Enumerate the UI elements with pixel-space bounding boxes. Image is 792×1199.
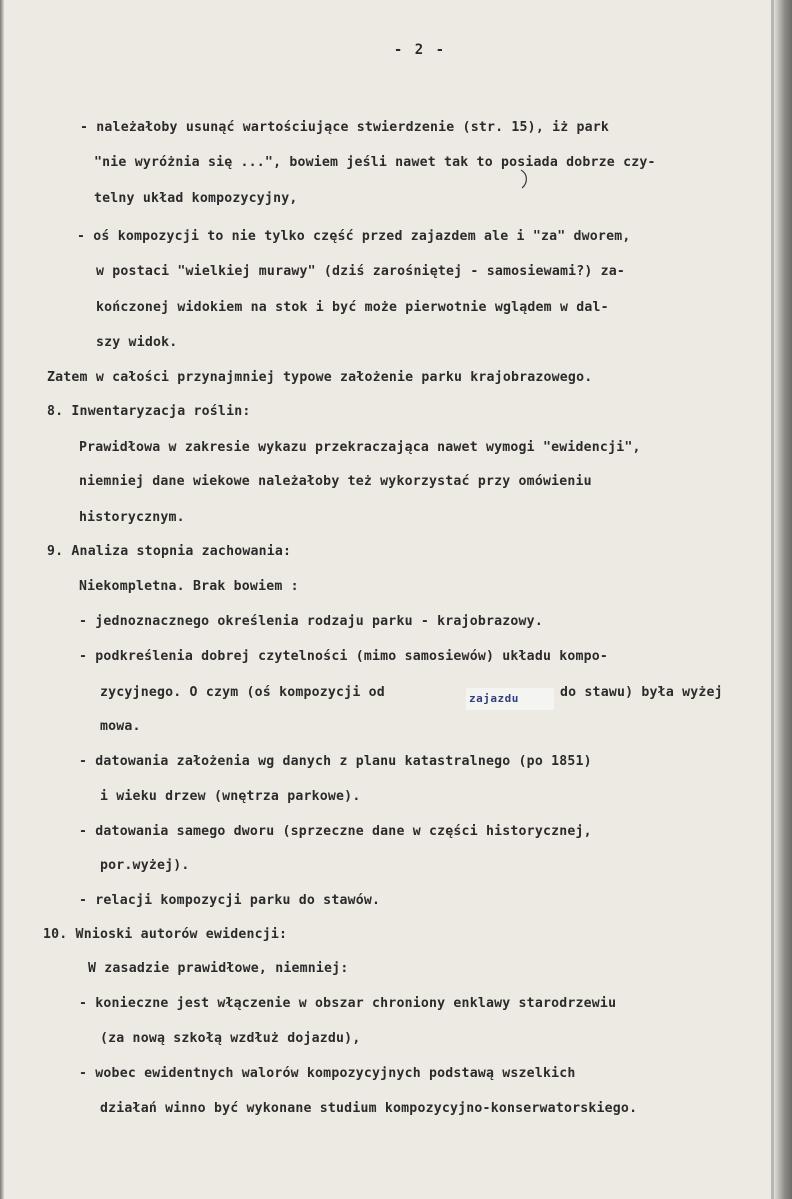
text-line: zycyjnego. O czym (oś kompozycji od <box>100 685 385 700</box>
section-heading: 10. Wnioski autorów ewidencji: <box>43 927 288 942</box>
text-line: Prawidłowa w zakresie wykazu przekraczająca nawet wymogi "ewidencji", <box>79 440 641 455</box>
text-line: kończonej widokiem na stok i być może pierwotnie wglądem w dal- <box>96 300 609 315</box>
page-right-edge <box>774 0 792 1199</box>
handwritten-mark <box>518 168 532 190</box>
page-left-edge <box>0 0 4 1199</box>
text-line: działań winno być wykonane studium kompozycyjno-konserwatorskiego. <box>100 1101 638 1116</box>
text-line: w postaci "wielkiej murawy" (dziś zarośniętej - samosiewami?) za- <box>96 264 626 279</box>
text-line: mowa. <box>100 719 141 734</box>
text-line: (za nową szkołą wzdłuż dojazdu), <box>100 1031 361 1046</box>
text-line: i wieku drzew (wnętrza parkowe). <box>100 789 361 804</box>
text-line: - wobec ewidentnych walorów kompozycyjnych podstawą wszelkich <box>79 1066 576 1081</box>
text-line: historycznym. <box>79 510 185 525</box>
text-line: W zasadzie prawidłowe, niemniej: <box>88 961 349 976</box>
text-line: por.wyżej). <box>100 858 190 873</box>
text-line: - jednoznacznego określenia rodzaju parku - krajobrazowy. <box>79 614 543 629</box>
text-line: Niekompletna. Brak bowiem : <box>79 579 299 594</box>
text-line: - datowania samego dworu (sprzeczne dane w części historycznej, <box>79 824 592 839</box>
text-line: - datowania założenia wg danych z planu katastralnego (po 1851) <box>79 754 592 769</box>
text-line: do stawu) była wyżej <box>560 685 723 700</box>
text-line: niemniej dane wiekowe należałoby też wykorzystać przy omówieniu <box>79 474 592 489</box>
text-line: - konieczne jest włączenie w obszar chroniony enklawy starodrzewiu <box>79 996 617 1011</box>
inserted-word: zajazdu <box>469 692 519 705</box>
text-line: - podkreślenia dobrej czytelności (mimo samosiewów) układu kompo- <box>79 649 609 664</box>
section-heading: 9. Analiza stopnia zachowania: <box>47 544 292 559</box>
text-line: - oś kompozycji to nie tylko część przed zajazdem ale i "za" dworem, <box>77 229 631 244</box>
text-line: "nie wyróżnia się ...", bowiem jeśli nawet tak to posiada dobrze czy- <box>94 155 656 170</box>
text-line: - relacji kompozycji parku do stawów. <box>79 893 381 908</box>
text-line: Zatem w całości przynajmniej typowe założenie parku krajobrazowego. <box>47 370 593 385</box>
page-number: - 2 - <box>393 42 447 58</box>
text-line: szy widok. <box>96 335 178 350</box>
text-line: telny układ kompozycyjny, <box>94 191 298 206</box>
text-line: - należałoby usunąć wartościujące stwierdzenie (str. 15), iż park <box>80 120 610 135</box>
section-heading: 8. Inwentaryzacja roślin: <box>47 404 251 419</box>
